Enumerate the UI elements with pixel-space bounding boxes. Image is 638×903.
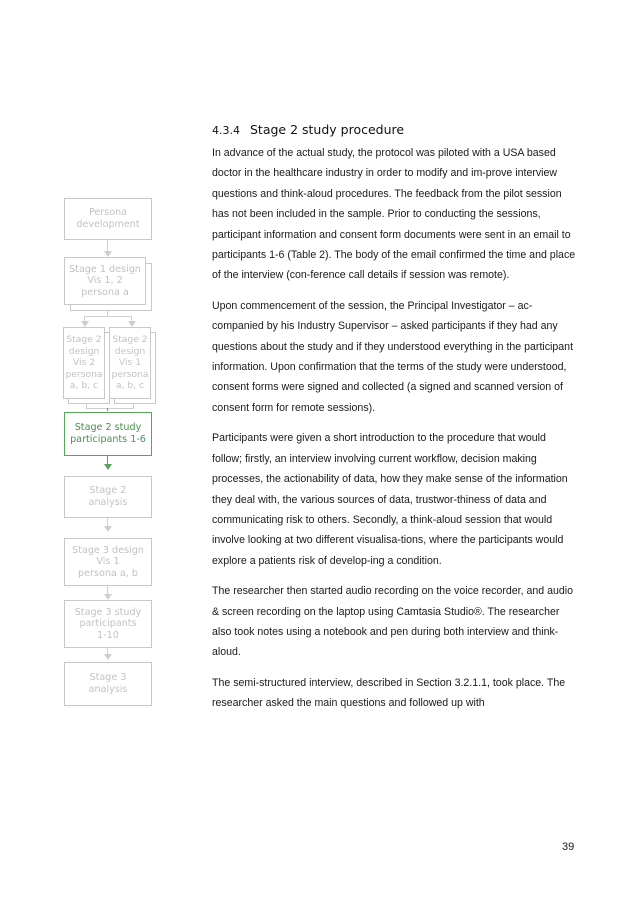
flow-box-persona [64,198,152,240]
section-title: Stage 2 study procedure [250,122,405,137]
flow-text: Vis 1 [118,357,142,369]
flow-connector [107,408,108,411]
flow-text: persona a [81,286,129,298]
flow-text: Stage 1 design [69,263,141,275]
flow-text: development [76,219,140,230]
section-heading [212,122,578,137]
flow-connector [86,408,134,409]
flow-text: participants 1-6 [70,434,146,445]
main-content [212,122,578,724]
flow-text: analysis [88,497,128,508]
flow-text: persona a, b [78,567,138,579]
flow-text: Stage 3 design [72,544,144,556]
flow-text: Persona [88,207,128,219]
flow-text: participants [79,618,137,630]
flow-text: 1-10 [97,629,119,641]
flow-text: Stage 3 [89,672,127,684]
flow-text: design [68,345,100,357]
paragraph: In advance of the actual study, the protocol was piloted with a USA based doctor in the healthcare industry in order to modify and im-prove interview questions and think-aloud procedures. The feedback from the pilot session has not been included in the sample. Prior to conducting the sessions, participant information and consent form documents were sent in an email to participants 1-6 (Table 2). The body of the email confirmed the time and place of the interview (con-ference call details if session was remote). [212,147,576,282]
flow-text: Stage 2 [112,334,148,346]
flow-connector [84,316,132,317]
flow-text: Vis 1 [96,556,120,568]
flow-connector [107,240,108,251]
paragraph: Upon commencement of the session, the Principal Investigator – ac-companied by his Industry Supervisor – asked participants if they had any questions about the study and if they understood everything in the participant information. Upon confirmation that the terms of the study were understood, consent forms were signed and collected (a signed and scanned version of consent form for remote sessions). [212,299,574,414]
flow-box-stage3-study [64,600,152,648]
flow-text: Vis 2 [72,357,96,369]
flow-box-stage3-design [64,538,152,586]
flow-text: a, b, c [69,380,99,392]
flow-arrow [104,654,112,660]
flow-text: analysis [88,684,128,695]
flow-text: Stage 3 study [74,606,142,618]
flow-arrow [104,526,112,532]
flow-text: design [114,345,146,357]
flow-text: Stage 2 [66,334,102,346]
section-number: 4.3.4 [212,124,240,137]
flow-text: Stage 2 [89,485,127,497]
paragraph: The researcher then started audio recording on the voice recorder, and audio & screen recording on the laptop using Camtasia Studio®. The researcher also took notes using a notebook and pen during both interview and think-aloud. [212,585,573,659]
paragraph: Participants were given a short introduction to the procedure that would follow; firstly, an interview involving current workflow, decision making processes, the actionability of data, how they make sense of the information they deal with, the various sources of data, trustwor-thiness of data and communicating risk to others. Secondly, a think-aloud session that would involve looking at two different visualisa-tions, where the participants would explore a patients risk of develop-ing a condition. [212,432,568,567]
flow-text: a, b, c [115,380,145,392]
flow-arrow [104,464,112,470]
flow-text: Stage 2 study [74,422,142,434]
flow-box-stage2-design-vis2 [63,327,105,399]
flow-box-stage2-design-vis1 [109,327,151,399]
flow-box-stage1-design [64,257,146,305]
flow-text: Vis 1, 2 [87,275,123,287]
page-number: 39 [562,841,575,853]
paragraph: The semi-structured interview, described in Section 3.2.1.1, took place. The researcher asked the main questions and followed up with [212,676,566,710]
flow-text: persona [65,368,103,380]
flow-box-stage2-study [64,412,152,456]
flow-box-stage3-analysis [64,662,152,706]
flow-box-stage2-analysis [64,476,152,518]
flow-text: persona [111,368,149,380]
